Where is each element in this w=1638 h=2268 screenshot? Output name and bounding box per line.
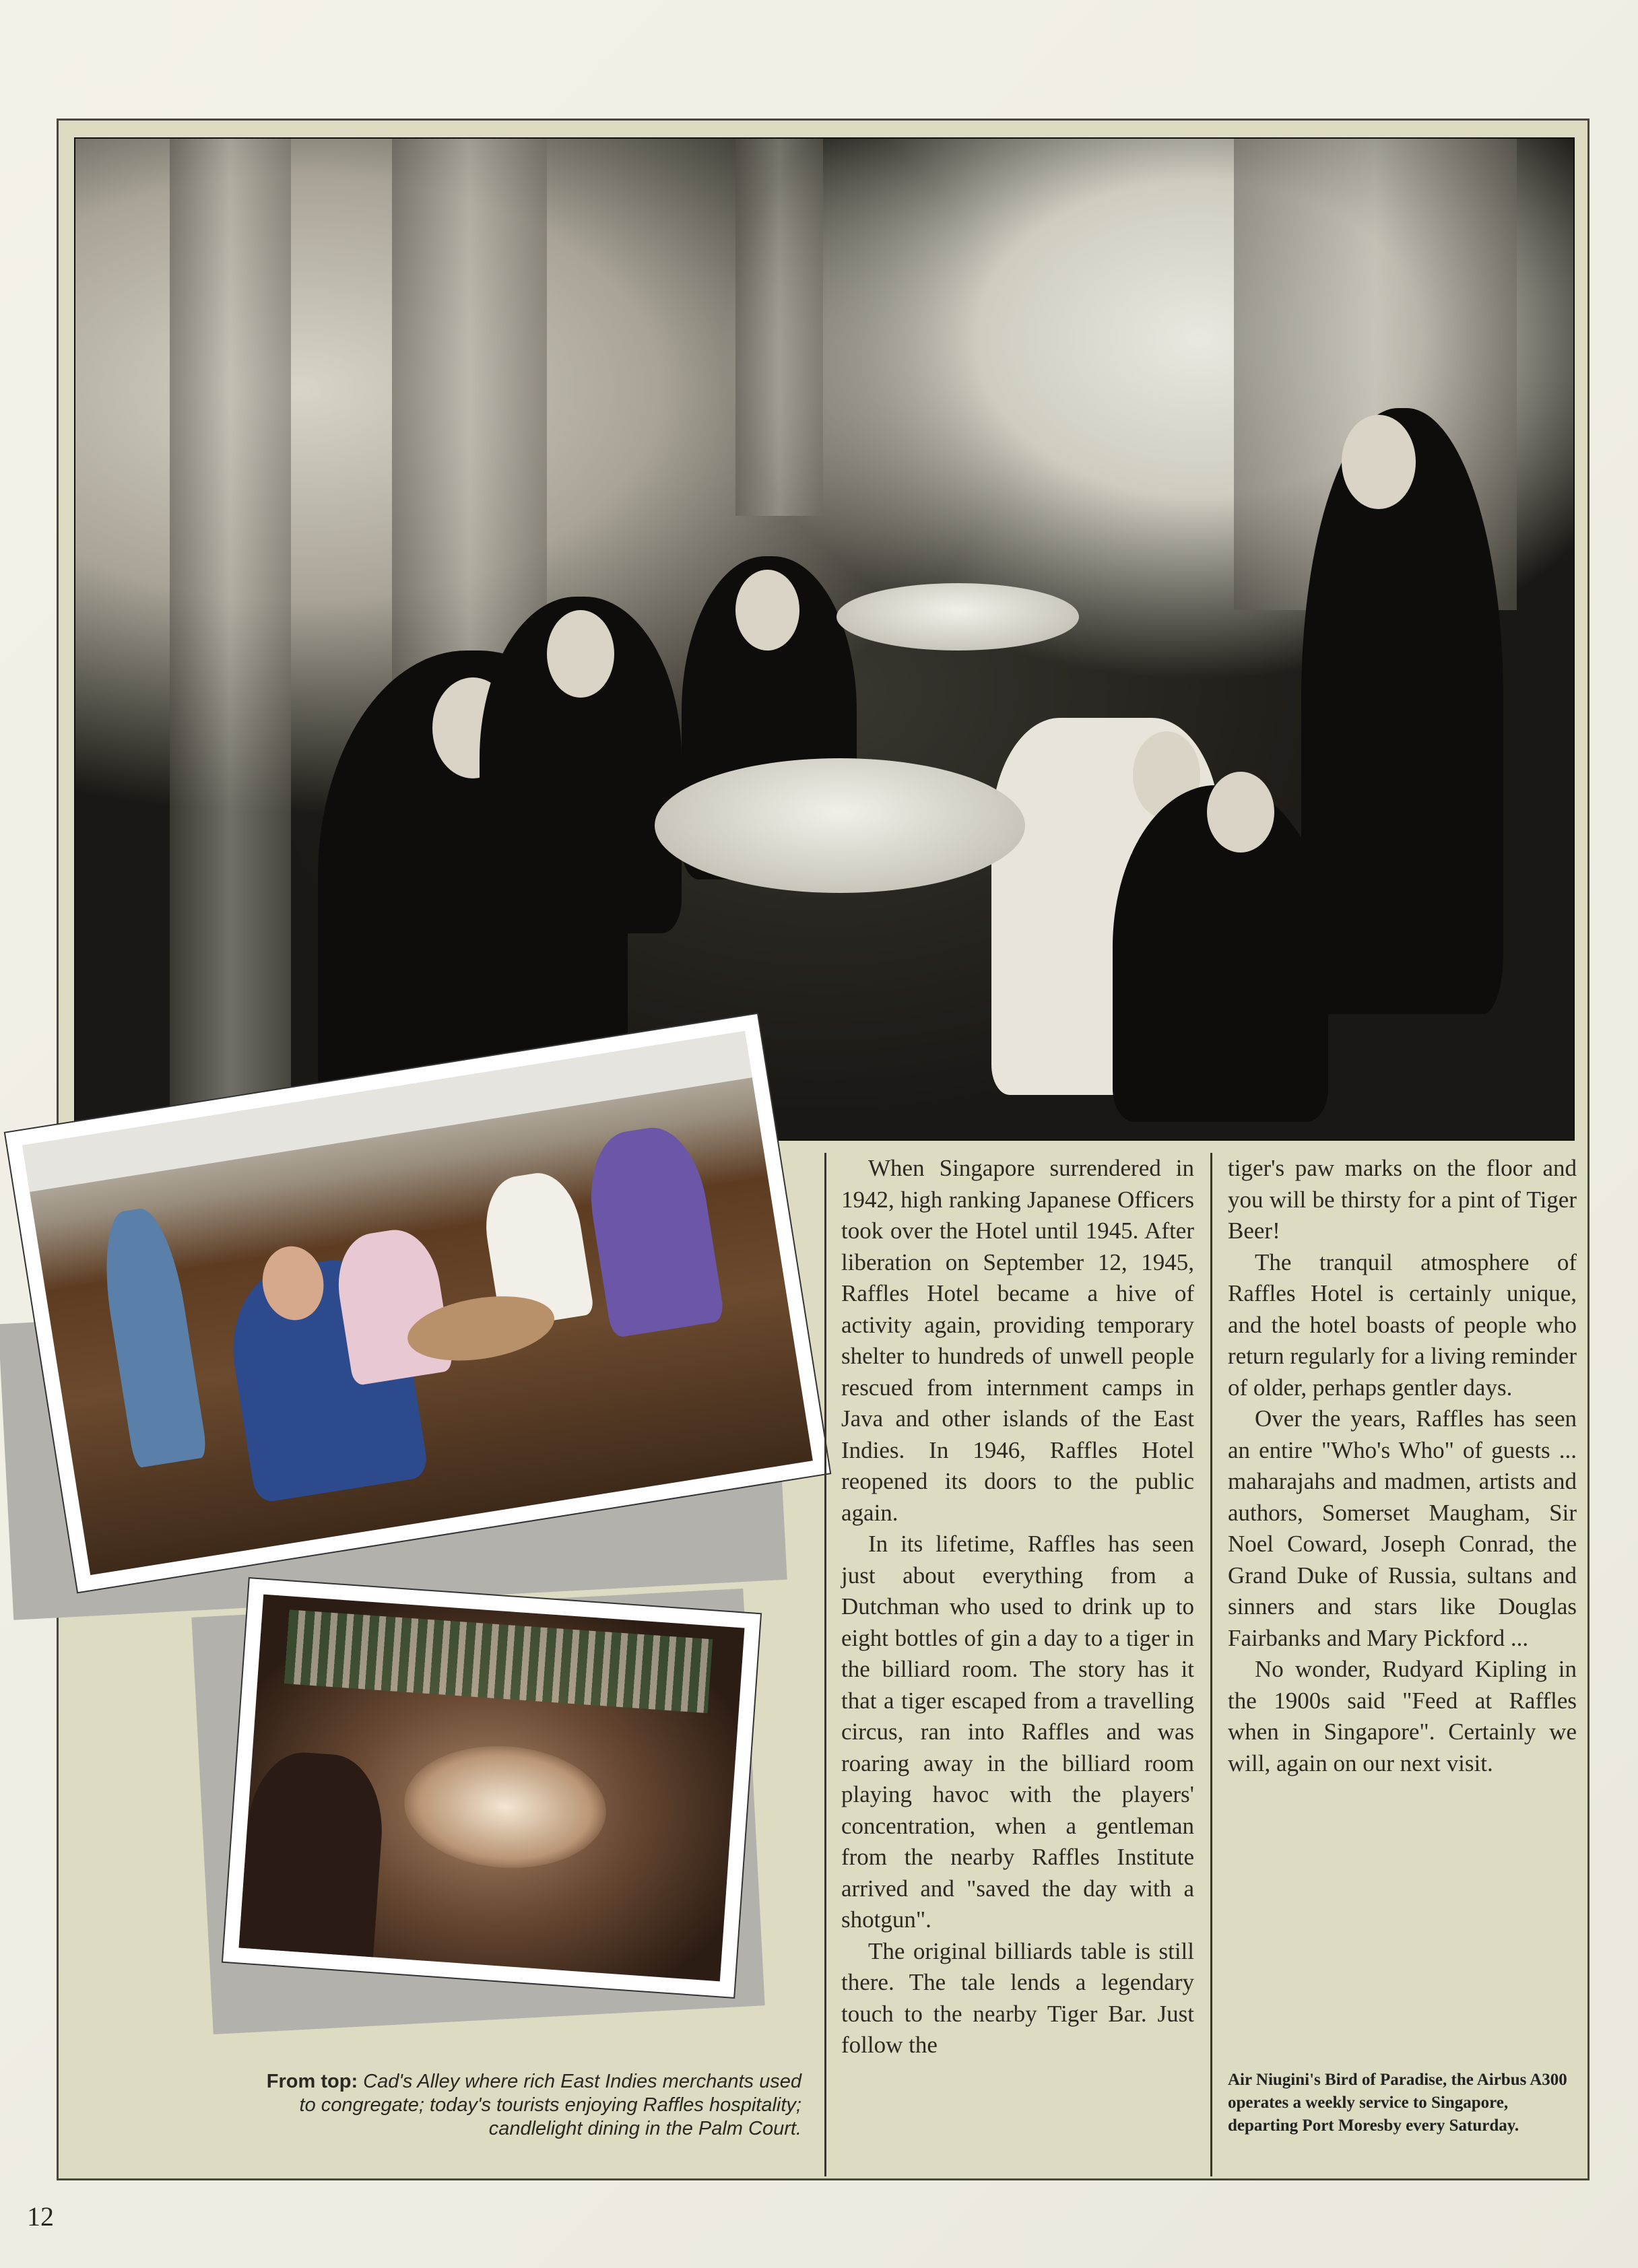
- paragraph: In its lifetime, Raffles has seen just about everything from a Dutchman who used to drink up to eight bottles of gin a day to a tiger in the billiard room. The story has it that a tiger escaped from a travelling circus, ran into Raffles and was roaring away in the billiard room playing havoc with the players' concentration, when a gentleman from the nearby Raffles Institute arrived and "saved the day with a shotgun".: [841, 1531, 1194, 1933]
- paragraph: The original billiards table is still there. The tale lends a legendary touch to the nearby Tiger Bar. Just follow the: [841, 1937, 1194, 2058]
- column-rule: [824, 1153, 826, 2176]
- paragraph: No wonder, Rudyard Kipling in the 1900s said "Feed at Raffles when in Singapore". Certainly we will, again on our next visit.: [1228, 1656, 1577, 1776]
- paragraph: tiger's paw marks on the floor and you will be thirsty for a pint of Tiger Beer!: [1228, 1155, 1577, 1244]
- article-column-1: [841, 1153, 1194, 2061]
- paragraph: The tranquil atmosphere of Raffles Hotel is certainly unique, and the hotel boasts of people who return regularly for a living reminder of older, perhaps gentler days.: [1228, 1248, 1577, 1401]
- photo-caption: [256, 2070, 801, 2141]
- paragraph: Over the years, Raffles has seen an entire "Who's Who" of guests ... maharajahs and madmen, artists and authors, Somerset Maugham, Sir Noel Coward, Joseph Conrad, the Grand Duke of Russia, sultans and sinners and stars like Douglas Fairbanks and Mary Pickford ...: [1228, 1405, 1577, 1651]
- article-column-2: [1228, 1153, 1577, 1779]
- airline-credit: Air Niugini's Bird of Paradise, the Airbus A300 operates a weekly service to Singapore, departing Port Moresby every Saturday.: [1228, 2071, 1567, 2135]
- column-rule: [1210, 1153, 1212, 2176]
- palm-court-photo: [223, 1578, 760, 1997]
- historic-photo: [74, 137, 1575, 1141]
- caption-lead: From top:: [266, 2071, 358, 2092]
- page-number: 12: [27, 2201, 54, 2232]
- paragraph: When Singapore surrendered in 1942, high ranking Japanese Officers took over the Hotel until 1945. After liberation on September 12, 1945, Raffles Hotel became a hive of activity again, providing temporary shelter to hundreds of unwell people rescued from internment camps in Java and other islands of the East Indies. In 1946, Raffles Hotel reopened its doors to the public again.: [841, 1155, 1194, 1526]
- caption-text: Cad's Alley where rich East Indies merchants used to congregate; today's tourists enjoying Raffles hospitality; candlelight dining in the Palm Court.: [299, 2071, 801, 2139]
